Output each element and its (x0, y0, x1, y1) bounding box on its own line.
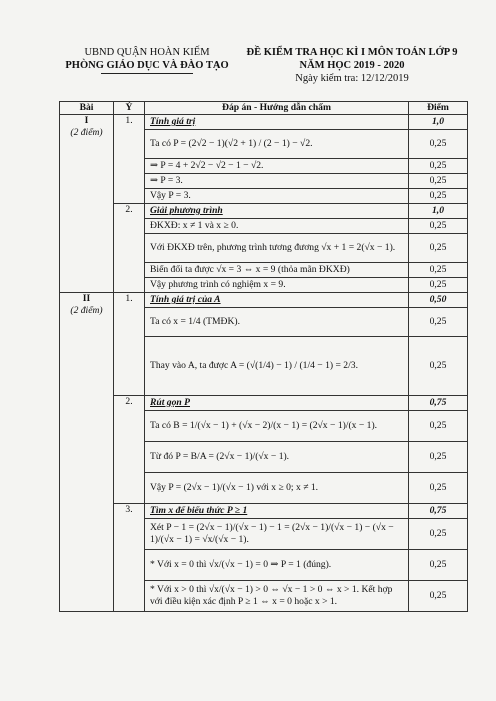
points-cell: 1,0 (409, 204, 468, 219)
points-cell: 0,25 (409, 473, 468, 504)
points-cell: 0,75 (409, 396, 468, 411)
col-answer-header: Đáp án - Hướng dẫn chấm (145, 102, 409, 115)
answer-step: Vậy phương trình có nghiệm x = 9. (145, 278, 409, 293)
y-cell: 2. (114, 396, 145, 504)
table-row (60, 115, 468, 130)
points-cell: 0,25 (409, 263, 468, 278)
answer-step: ⇒ P = 4 + 2√2 − √2 − 1 − √2. (145, 159, 409, 174)
answer-step: Vậy P = (2√x − 1)/(√x − 1) với x ≥ 0; x ≠ 1. (145, 473, 409, 504)
document-header (0, 0, 496, 100)
answer-step: Vậy P = 3. (145, 189, 409, 204)
points-cell: 0,25 (409, 519, 468, 550)
table-row (60, 204, 468, 219)
header-underline (101, 73, 193, 74)
answer-step: Ta có x = 1/4 (TMĐK). (145, 308, 409, 337)
exam-title: ĐỀ KIỂM TRA HỌC KÌ I MÔN TOÁN LỚP 9 (246, 47, 458, 58)
points-cell: 0,25 (409, 411, 468, 442)
bai-2-cell (60, 293, 114, 612)
dept-name: PHÒNG GIÁO DỤC VÀ ĐÀO TẠO (65, 60, 229, 71)
bai-number: I (84, 115, 89, 126)
exam-date: Ngày kiểm tra: 12/12/2019 (295, 73, 409, 84)
answer-step: * Với x = 0 thì √x/(√x − 1) = 0 ⇒ P = 1 (đúng). (145, 550, 409, 581)
bai-number: II (82, 293, 91, 304)
points-cell: 0,50 (409, 293, 468, 308)
org-name: UBND QUẬN HOÀN KIẾM (84, 47, 210, 58)
header-left (52, 46, 242, 74)
table-row (60, 396, 468, 411)
points-cell: 0,25 (409, 442, 468, 473)
y-cell: 3. (114, 504, 145, 612)
school-year: NĂM HỌC 2019 - 2020 (299, 60, 405, 71)
section-heading: Tính giá trị của A (145, 293, 409, 308)
section-heading: Giải phương trình (145, 204, 409, 219)
bai-1-cell (60, 115, 114, 293)
bai-points: (2 điểm) (70, 127, 103, 138)
points-cell: 0,75 (409, 504, 468, 519)
points-cell: 1,0 (409, 115, 468, 130)
points-cell: 0,25 (409, 174, 468, 189)
answer-step: Với ĐKXĐ trên, phương trình tương đương √x + 1 = 2(√x − 1). (145, 234, 409, 263)
table-row (60, 293, 468, 308)
y-cell: 2. (114, 204, 145, 293)
answer-step: ĐKXĐ: x ≠ 1 và x ≥ 0. (145, 219, 409, 234)
y-cell: 1. (114, 293, 145, 396)
points-cell: 0,25 (409, 234, 468, 263)
y-cell: 1. (114, 115, 145, 204)
section-heading: Rút gọn P (145, 396, 409, 411)
header-right (232, 46, 472, 85)
answer-table (59, 101, 468, 612)
answer-step: Từ đó P = B/A = (2√x − 1)/(√x − 1). (145, 442, 409, 473)
answer-step: Ta có P = (2√2 − 1)(√2 + 1) / (2 − 1) − √2. (145, 130, 409, 159)
points-cell: 0,25 (409, 159, 468, 174)
points-cell: 0,25 (409, 581, 468, 612)
points-cell: 0,25 (409, 130, 468, 159)
answer-step: Biến đổi ta được √x = 3 ⇔ x = 9 (thỏa mãn ĐKXĐ) (145, 263, 409, 278)
table-header-row (60, 102, 468, 115)
points-cell: 0,25 (409, 308, 468, 337)
answer-step: ⇒ P = 3. (145, 174, 409, 189)
answer-step: * Với x > 0 thì √x/(√x − 1) > 0 ⇔ √x − 1 > 0 ⇔ x > 1. Kết hợp với điều kiện xác định P ≥ 1 ⇔ x = 0 hoặc x > 1. (145, 581, 409, 612)
points-cell: 0,25 (409, 550, 468, 581)
answer-step: Thay vào A, ta được A = (√(1/4) − 1) / (1/4 − 1) = 2/3. (145, 337, 409, 396)
points-cell: 0,25 (409, 189, 468, 204)
points-cell: 0,25 (409, 278, 468, 293)
answer-step: Ta có B = 1/(√x − 1) + (√x − 2)/(x − 1) = (2√x − 1)/(x − 1). (145, 411, 409, 442)
section-heading: Tìm x để biểu thức P ≥ 1 (145, 504, 409, 519)
points-cell: 0,25 (409, 337, 468, 396)
points-cell: 0,25 (409, 219, 468, 234)
table-row (60, 504, 468, 519)
answer-step: Xét P − 1 = (2√x − 1)/(√x − 1) − 1 = (2√x − 1)/(√x − 1) − (√x − 1)/(√x − 1) = √x/(√x − 1). (145, 519, 409, 550)
col-points-header: Điểm (409, 102, 468, 115)
col-bai-header: Bài (60, 102, 114, 115)
section-heading: Tính giá trị (145, 115, 409, 130)
col-y-header: Ý (114, 102, 145, 115)
bai-points: (2 điểm) (70, 305, 103, 316)
